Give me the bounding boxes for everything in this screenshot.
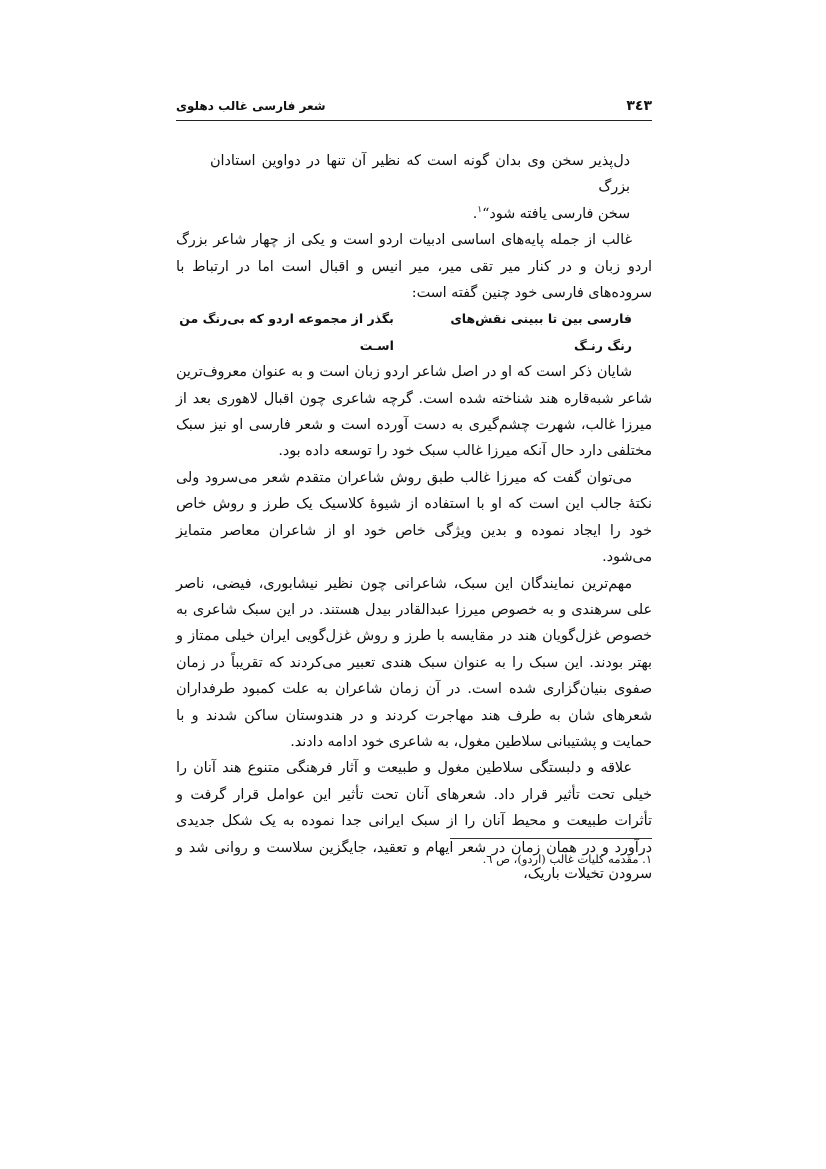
verse-hemistich-1: فارسی بین تا ببینی نقش‌های رنگ رنـگ: [450, 311, 632, 353]
paragraph-2: شایان ذکر است که او در اصل شاعر اردو زبان است و به عنوان معروف‌ترین شاعر شبه‌قاره هند شناخته شده است. گرچه شاعری چون اقبال لاهوری بعد از میرزا غالب، شهرت چشم‌گیری به دست آورده است و شعر فارسی او نیز سبک مختلفی دارد حال آنکه میرزا غالب سبک خود را توسعه داده بود.: [176, 364, 652, 460]
footnote: ١. مقدمه کلیات غالب (اردو)، ص ٦.: [482, 852, 652, 866]
verse-hemistich-2: بگذر از مجموعه اردو که بی‌رنگ من اسـت: [179, 311, 394, 353]
quote-line-2: [176, 201, 652, 227]
page-header: [176, 98, 652, 121]
verse-couplet: [176, 306, 652, 359]
footnote-divider: [450, 838, 652, 839]
quote-end: .: [472, 205, 478, 222]
paragraph-1: غالب از جمله پایه‌های اساسی ادبیات اردو است و یکی از چهار شاعر بزرگ اردو زبان و در کنار میر تقی میر، میر انیس و اقبال است اما در ارتباط با سروده‌های فارسی خود چنین گفته است:: [176, 232, 652, 302]
paragraph-4: مهم‌ترین نمایندگان این سبک، شاعرانی چون نظیر نیشابوری، فیضی، ناصر علی سرهندی و به خصوص میرزا عبدالقادر بیدل هستند. در این سبک شاعری به خصوص غزل‌گویان هند در مقایسه با طرز و روش غزل‌گویی ایران خیلی ممتاز و بهتر بودند. این سبک را به عنوان سبک هندی تعبیر می‌کردند که تقریباً در زمان صفوی بنیان‌گزاری شده است. در آن زمان شاعران به علت کمبود طرفداران شعرهای شان به طرف هند مهاجرت کردند و در هندوستان ساکن شدند و با حمایت و پشتیبانی سلاطین مغول، به شاعری خود ادامه دادند.: [176, 575, 652, 750]
paragraph-5: علاقه و دلبستگی سلاطین مغول و طبیعت و آثار فرهنگی متنوع هند آنان را خیلی تحت تأثیر قرار داد. شعرهای آنان تحت تأثیر این عوامل قرار گرفت و تأثرات طبیعت و محیط آنان را از سبک ایرانی جدا نموده به یک شکل جدیدی درآورد و در همان زمان در شعر ایهام و تعقید، جایگزین سلاست و روانی شد و سرودن تخیلات باریک،: [176, 760, 652, 882]
footnote-reference[interactable]: ١: [477, 205, 483, 216]
running-title: شعر فارسی غالب دهلوی: [176, 99, 326, 113]
quote-line-1: دل‌پذیر سخن وی بدان گونه است که نظیر آن تنها در دواوین استادان بزرگ: [210, 153, 630, 196]
page-number: ٣٤٣: [626, 98, 652, 114]
quote-line-2-text: سخن فارسی یافته شود“: [482, 205, 630, 222]
paragraph-3: می‌توان گفت که میرزا غالب طبق روش شاعران متقدم شعر می‌سرود ولی نکتهٔ جالب این است که او با استفاده از شیوهٔ کلاسیک یک طرز و روش خاص خود را ایجاد نموده و بدین ویژگی خاص خود او از شاعران معاصر متمایز می‌شود.: [176, 469, 652, 566]
body-text: [176, 148, 652, 887]
